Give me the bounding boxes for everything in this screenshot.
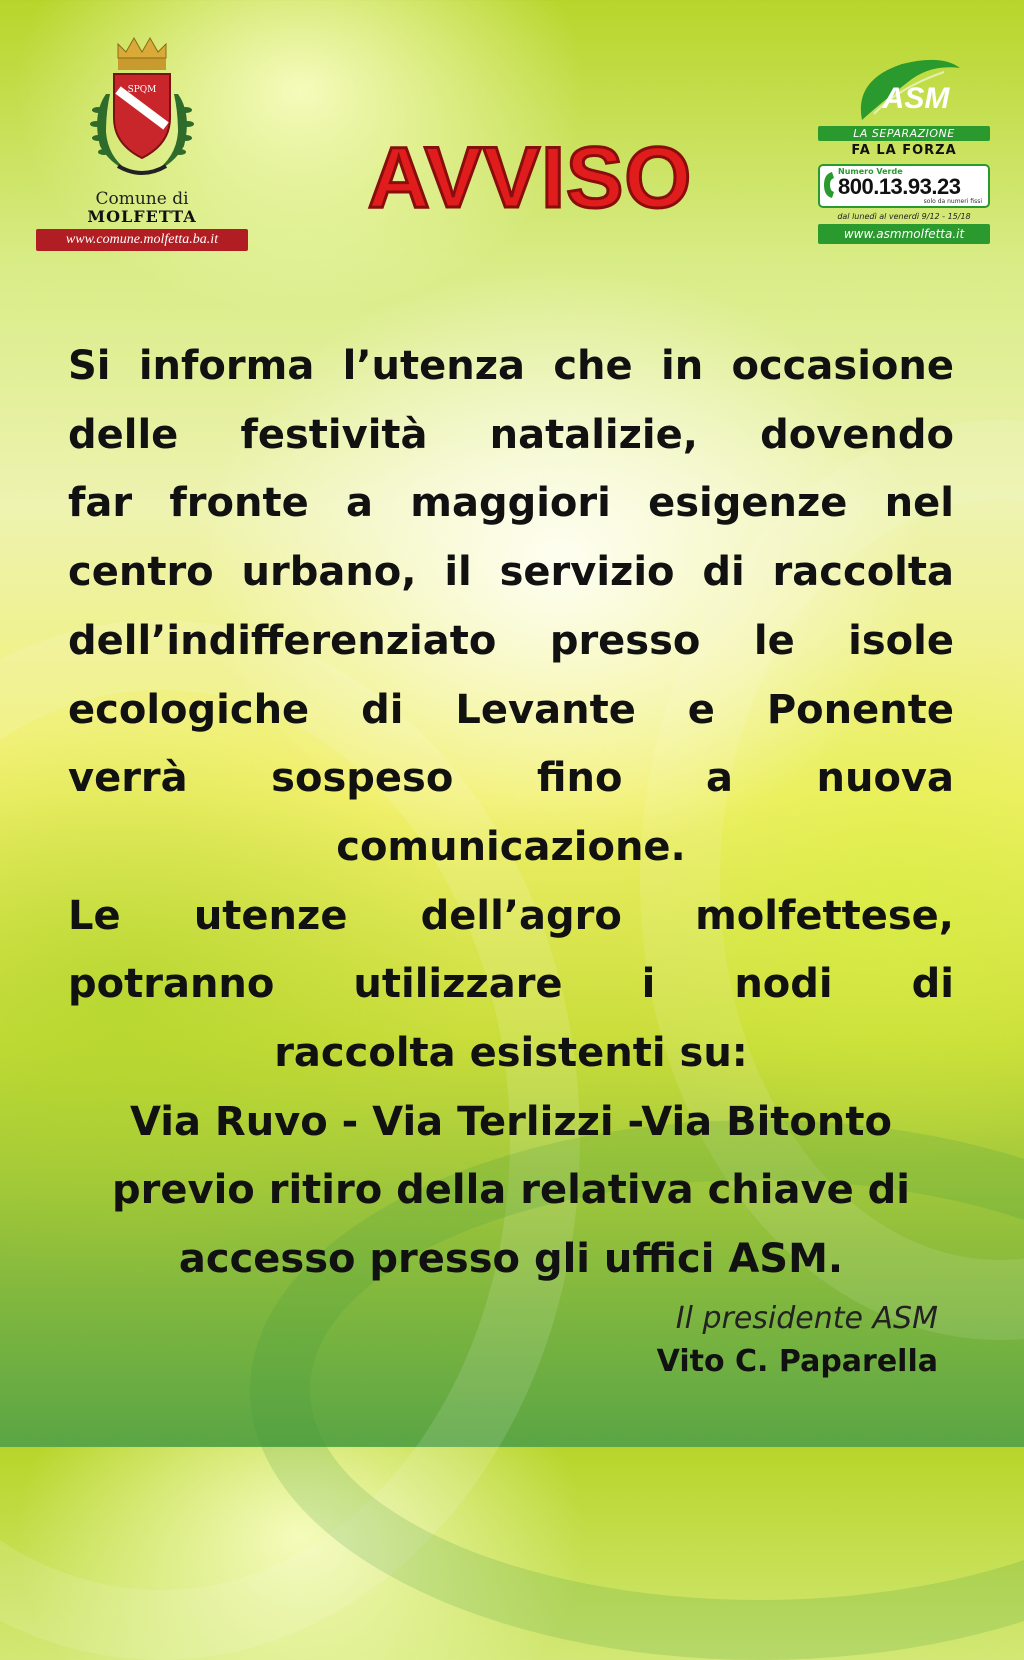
asm-hours: dal lunedì al venerdì 9/12 - 15/18 xyxy=(837,212,971,221)
phone-label: Numero Verde xyxy=(838,167,903,176)
asm-slogan-line2: FA LA FORZA xyxy=(851,143,957,158)
notice-line: previo ritiro della relativa chiave di xyxy=(112,1167,910,1214)
notice-line: Via Ruvo - Via Terlizzi -Via Bitonto xyxy=(130,1098,892,1145)
notice-line: centro urbano, il servizio di raccolta xyxy=(68,549,954,596)
svg-text:ASM: ASM xyxy=(882,82,950,115)
notice-line: raccolta esistenti su: xyxy=(274,1030,748,1077)
notice-line: far fronte a maggiori esigenze nel xyxy=(68,480,954,527)
page-title: AVVISO xyxy=(367,130,693,226)
notice-line: ecologiche di Levante e Ponente xyxy=(68,686,954,733)
comune-header xyxy=(36,34,248,251)
signature-block xyxy=(657,1298,938,1384)
phone-icon xyxy=(823,170,835,200)
notice-line: delle festività natalizie, dovendo xyxy=(68,411,954,458)
signature-role: Il presidente ASM xyxy=(675,1301,938,1336)
asm-website-link[interactable]: www.asmmolfetta.it xyxy=(818,224,990,244)
signature-name: Vito C. Paparella xyxy=(656,1344,938,1379)
notice-body xyxy=(68,332,954,1294)
comune-city: MOLFETTA xyxy=(87,207,197,226)
notice-line: potranno utilizzare i nodi di xyxy=(68,961,954,1008)
comune-crest-icon xyxy=(78,34,206,186)
svg-text:SPQM: SPQM xyxy=(127,85,157,95)
notice-line: comunicazione. xyxy=(336,823,686,870)
phone-note: solo da numeri fissi xyxy=(923,198,982,205)
asm-header xyxy=(818,56,990,244)
toll-free-box xyxy=(818,164,990,208)
comune-website-link[interactable]: www.comune.molfetta.ba.it xyxy=(36,229,248,251)
asm-leaf-logo-icon xyxy=(844,56,964,126)
notice-line: verrà sospeso fino a nuova xyxy=(68,755,954,802)
notice-line: Le utenze dell’agro molfettese, xyxy=(68,892,954,939)
notice-line: accesso presso gli uffici ASM. xyxy=(178,1236,844,1283)
comune-name: Comune di xyxy=(95,189,189,209)
notice-line: dell’indifferenziato presso le isole xyxy=(68,617,954,664)
asm-slogan-line1: LA SEPARAZIONE xyxy=(818,126,990,141)
notice-line: Si informa l’utenza che in occasione xyxy=(68,343,954,389)
phone-number[interactable]: 800.13.93.23 xyxy=(838,174,961,199)
